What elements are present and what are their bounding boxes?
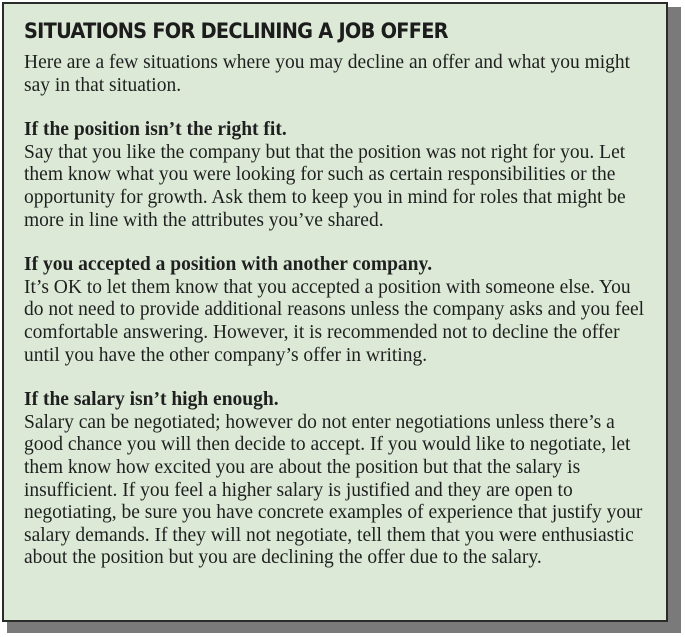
section-accepted-elsewhere xyxy=(24,254,648,367)
section-salary xyxy=(24,389,648,570)
section-body: It’s OK to let them know that you accepted a position with someone else. You do not need to provide additional reasons unless the company asks and you feel comfortable answering. However, it is recommended not to decline the offer until you have the other company’s offer in writing. xyxy=(24,276,645,366)
section-wrong-fit xyxy=(24,119,648,232)
section-heading: If the position isn’t the right fit. xyxy=(24,119,287,141)
section-body: Say that you like the company but that the position was not right for you. Let them know what you were looking for such as certain responsibilities or the opportunity for growth. Ask them to keep you in mind for roles that might be more in line with the attributes you’ve shared. xyxy=(24,141,626,231)
section-heading: If you accepted a position with another company. xyxy=(24,254,433,276)
section-heading: If the salary isn’t high enough. xyxy=(24,389,279,411)
box-title: SITUATIONS FOR DECLINING A JOB OFFER xyxy=(24,19,448,43)
sidebar-box xyxy=(2,2,668,622)
section-body: Salary can be negotiated; however do not enter negotiations unless there’s a good chance you will then decide to accept. If you would like to negotiate, let them know how excited you are about the position but that the salary is insufficient. If you feel a higher salary is justified and they are open to negotiating, be sure you have concrete examples of experience that justify your salary demands. If they will not negotiate, tell them that you were enthusiastic about the position but you are declining the offer due to the salary. xyxy=(24,411,643,569)
intro-text: Here are a few situations where you may decline an offer and what you might say in that situation. xyxy=(24,52,631,96)
